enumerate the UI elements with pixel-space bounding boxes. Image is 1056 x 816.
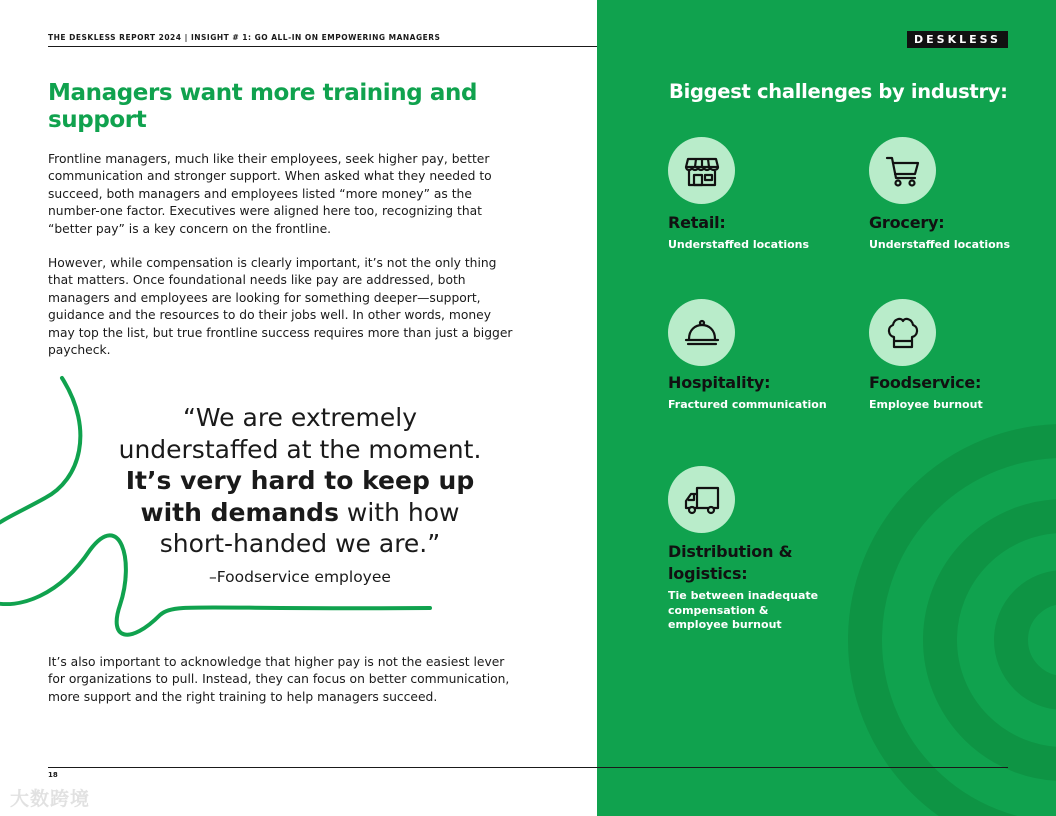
industry-distribution-logistics — [668, 466, 828, 633]
watermark: 大数跨境 — [10, 788, 91, 810]
industry-foodservice — [869, 299, 1039, 413]
industry-name: Distribution & logistics: — [668, 542, 793, 583]
shopping-cart-icon — [869, 137, 936, 204]
delivery-truck-icon — [668, 466, 735, 533]
quote-text-emphasis: It’s very hard to keep up with demands — [125, 466, 475, 527]
header-divider — [48, 46, 597, 47]
article-title: Managers want more training and support — [48, 80, 478, 133]
footer-divider — [48, 767, 1008, 768]
industry-challenge: Fractured communication — [668, 398, 827, 411]
industry-name: Foodservice: — [869, 373, 982, 392]
running-header: THE DESKLESS REPORT 2024 | INSIGHT # 1: GO ALL-IN ON EMPOWERING MANAGERS — [48, 33, 441, 42]
brand-logo: DESKLESS — [907, 31, 1008, 48]
page-number: 18 — [48, 771, 58, 779]
paragraph-3: It’s also important to acknowledge that higher pay is not the easiest lever for organizations to pull. Instead, they can focus on better communication, more support and the right training to help managers succeed. — [48, 655, 510, 704]
industry-challenge: Tie between inadequate compensation & employee burnout — [668, 589, 819, 631]
panel-title: Biggest challenges by industry: — [669, 80, 1008, 103]
industry-hospitality — [668, 299, 838, 413]
storefront-icon — [668, 137, 735, 204]
quote-text-3: with how short-handed we are.” — [159, 497, 460, 558]
industry-grocery — [869, 137, 1039, 253]
industry-retail — [668, 137, 838, 253]
industry-name: Grocery: — [869, 213, 945, 232]
industry-challenge: Understaffed locations — [869, 238, 1011, 251]
industry-name: Hospitality: — [668, 373, 771, 392]
chef-hat-icon — [869, 299, 936, 366]
paragraph-2: However, while compensation is clearly important, it’s not the only thing that matters. Once foundational needs like pay are addressed, both managers and employees are looking for something deeper—support, guidance and the resources to do their jobs well. In other words, money may top the list, but true frontline success requires more than just a bigger paycheck. — [48, 256, 513, 358]
industry-name: Retail: — [668, 213, 726, 232]
industry-challenge: Employee burnout — [869, 398, 983, 411]
pull-quote — [100, 402, 500, 560]
serving-cloche-icon — [668, 299, 735, 366]
industry-challenge: Understaffed locations — [668, 238, 810, 251]
paragraph-1: Frontline managers, much like their employees, seek higher pay, better communication and stronger support. When asked what they needed to succeed, both managers and employees listed “more money” as the number-one factor. Executives were aligned here too, recognizing that “better pay” is a key concern on the frontline. — [48, 152, 492, 236]
quote-text-1: “We are extremely understaffed at the moment. — [118, 403, 482, 464]
quote-attribution: –Foodservice employee — [209, 568, 391, 586]
